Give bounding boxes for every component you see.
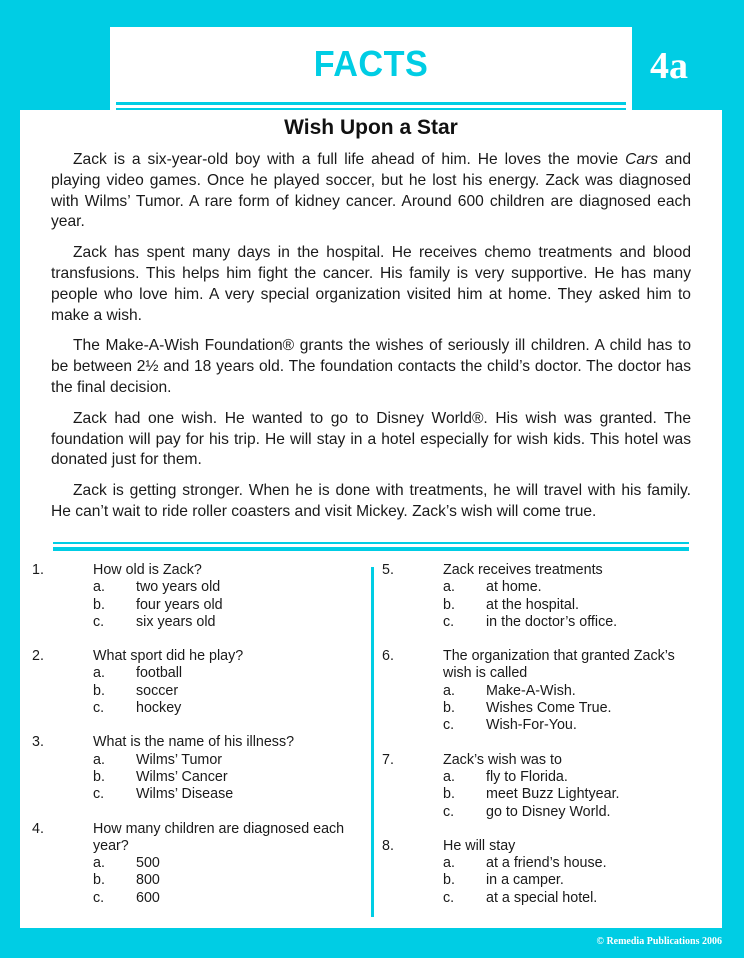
answer-option[interactable] (32, 786, 362, 803)
question-number: 8. (382, 837, 394, 854)
option-letter: b. (443, 596, 455, 613)
answer-option[interactable] (382, 890, 702, 907)
option-letter: a. (93, 855, 105, 872)
option-letter: c. (93, 613, 105, 630)
option-letter: a. (93, 579, 105, 596)
story-paragraph (51, 481, 691, 523)
question-row (382, 838, 702, 855)
answer-option[interactable] (32, 614, 362, 631)
question-text: What sport did he play? (93, 648, 244, 665)
answer-option[interactable] (32, 665, 362, 682)
option-letter: b. (93, 872, 105, 889)
option-letter: b. (443, 872, 455, 889)
question-row (32, 648, 362, 665)
answer-option[interactable] (382, 597, 702, 614)
option-letter: b. (93, 682, 105, 699)
question-text: How many children are diagnosed each year? (93, 820, 345, 854)
answer-option[interactable] (32, 769, 362, 786)
option-text: fly to Florida. (486, 768, 568, 785)
question-item (382, 752, 702, 821)
column-divider (371, 567, 374, 917)
option-text: Make-A-Wish. (486, 682, 576, 699)
answer-option[interactable] (382, 579, 702, 596)
option-text: six years old (136, 613, 216, 630)
story-paragraph (51, 409, 691, 471)
option-text: hockey (136, 700, 182, 717)
paragraph-text: and playing video games. Once he played soccer, but he lost his energy. Zack was diagnosed with Wilms’ Tumor. A rare form of kidney cancer. Around 600 children are diagnosed each year. (51, 151, 691, 231)
option-text: Wish-For-You. (486, 717, 577, 734)
answer-option[interactable] (32, 872, 362, 889)
option-text: Wilms’ Disease (136, 786, 234, 803)
answer-option[interactable] (382, 804, 702, 821)
option-text: four years old (136, 596, 223, 613)
option-letter: c. (93, 700, 105, 717)
option-text: Wilms’ Cancer (136, 768, 228, 785)
option-text: 600 (136, 889, 160, 906)
option-text: go to Disney World. (486, 803, 611, 820)
page-title: FACTS (313, 43, 429, 84)
option-text: at a special hotel. (486, 889, 598, 906)
answer-option[interactable] (382, 786, 702, 803)
paragraph-text: Zack has spent many days in the hospital. He receives chemo treatments and blood transfusions. This helps him fight the cancer. His family is very supportive. He has many people who love him. A very special organization visited him at home. They asked him to make a wish. (51, 244, 691, 324)
story-title: Wish Upon a Star (284, 116, 458, 139)
option-text: meet Buzz Lightyear. (486, 786, 620, 803)
question-row (382, 648, 702, 683)
option-letter: c. (443, 889, 455, 906)
question-item (32, 821, 362, 907)
option-letter: b. (93, 768, 105, 785)
story-paragraph (51, 336, 691, 398)
option-text: two years old (136, 579, 221, 596)
question-number: 4. (32, 820, 44, 837)
question-text: How old is Zack? (93, 562, 202, 578)
option-letter: a. (93, 751, 105, 768)
option-letter: c. (443, 613, 455, 630)
option-letter: b. (93, 596, 105, 613)
question-number: 2. (32, 648, 44, 665)
question-row (382, 562, 702, 579)
option-text: Wishes Come True. (486, 700, 612, 717)
story-text (51, 150, 691, 533)
question-number: 5. (382, 562, 394, 578)
question-text: What is the name of his illness? (93, 734, 295, 751)
questions-left-column (32, 562, 362, 924)
paragraph-text: Zack had one wish. He wanted to go to Disney World®. His wish was granted. The foundation will pay for his trip. He will stay in a hotel especially for wish kids. This hotel was donated just for them. (51, 409, 691, 469)
paragraph-text: Zack is a six-year-old boy with a full life ahead of him. He loves the movie (73, 151, 626, 168)
option-letter: a. (443, 855, 455, 872)
option-letter: c. (443, 717, 455, 734)
questions-right-column (382, 562, 702, 924)
answer-option[interactable] (32, 855, 362, 872)
answer-option[interactable] (382, 717, 702, 734)
answer-option[interactable] (32, 700, 362, 717)
option-letter: a. (443, 768, 455, 785)
option-text: at the hospital. (486, 596, 579, 613)
question-number: 3. (32, 734, 44, 751)
answer-option[interactable] (32, 683, 362, 700)
page-number: 4a (650, 45, 688, 87)
section-rule-thin (53, 542, 689, 544)
question-text: He will stay (443, 837, 516, 854)
option-letter: a. (443, 682, 455, 699)
copyright: © Remedia Publications 2006 (596, 936, 722, 947)
option-text: in the doctor’s office. (486, 613, 618, 630)
option-text: soccer (136, 682, 179, 699)
option-text: 500 (136, 855, 160, 872)
story-paragraph (51, 243, 691, 326)
option-letter: c. (93, 889, 105, 906)
paragraph-text: The Make-A-Wish Foundation® grants the wishes of seriously ill children. A child has to be between 2½ and 18 years old. The foundation contacts the child’s doctor. The doctor has the final decision. (51, 337, 691, 396)
option-letter: a. (93, 665, 105, 682)
option-text: Wilms’ Tumor (136, 751, 223, 768)
option-text: football (136, 665, 183, 682)
answer-option[interactable] (32, 890, 362, 907)
paragraph-text: Zack is getting stronger. When he is done with treatments, he will travel with his family. He can’t wait to ride roller coasters and visit Mickey. Zack’s wish will come true. (51, 482, 691, 520)
answer-option[interactable] (32, 597, 362, 614)
answer-option[interactable] (32, 579, 362, 596)
question-item (32, 734, 362, 803)
question-text: Zack receives treatments (443, 562, 603, 578)
question-row (32, 821, 362, 856)
question-number: 1. (32, 562, 44, 578)
option-letter: b. (443, 786, 455, 803)
answer-option[interactable] (382, 700, 702, 717)
question-item (382, 562, 702, 631)
header-rule-thin (116, 102, 626, 105)
answer-option[interactable] (382, 872, 702, 889)
answer-option[interactable] (382, 855, 702, 872)
option-letter: b. (443, 700, 455, 717)
question-text: The organization that granted Zack’s wish is called (443, 648, 675, 682)
question-item (382, 838, 702, 907)
answer-option[interactable] (382, 769, 702, 786)
answer-option[interactable] (32, 752, 362, 769)
option-text: in a camper. (486, 872, 564, 889)
header-tab (110, 27, 632, 117)
answer-option[interactable] (382, 683, 702, 700)
option-letter: a. (443, 579, 455, 596)
option-letter: c. (443, 803, 455, 820)
question-row (32, 734, 362, 751)
question-item (32, 648, 362, 717)
question-number: 7. (382, 751, 394, 768)
question-item (382, 648, 702, 734)
question-row (382, 752, 702, 769)
question-row (32, 562, 362, 579)
question-item (32, 562, 362, 631)
story-paragraph (51, 150, 691, 233)
section-rule-thick (53, 547, 689, 551)
question-number: 6. (382, 648, 394, 665)
worksheet-panel (20, 110, 722, 928)
movie-title: Cars (625, 151, 659, 168)
option-text: at home. (486, 579, 542, 596)
answer-option[interactable] (382, 614, 702, 631)
option-letter: c. (93, 786, 105, 803)
question-text: Zack’s wish was to (443, 751, 562, 768)
option-text: at a friend’s house. (486, 855, 607, 872)
option-text: 800 (136, 872, 160, 889)
